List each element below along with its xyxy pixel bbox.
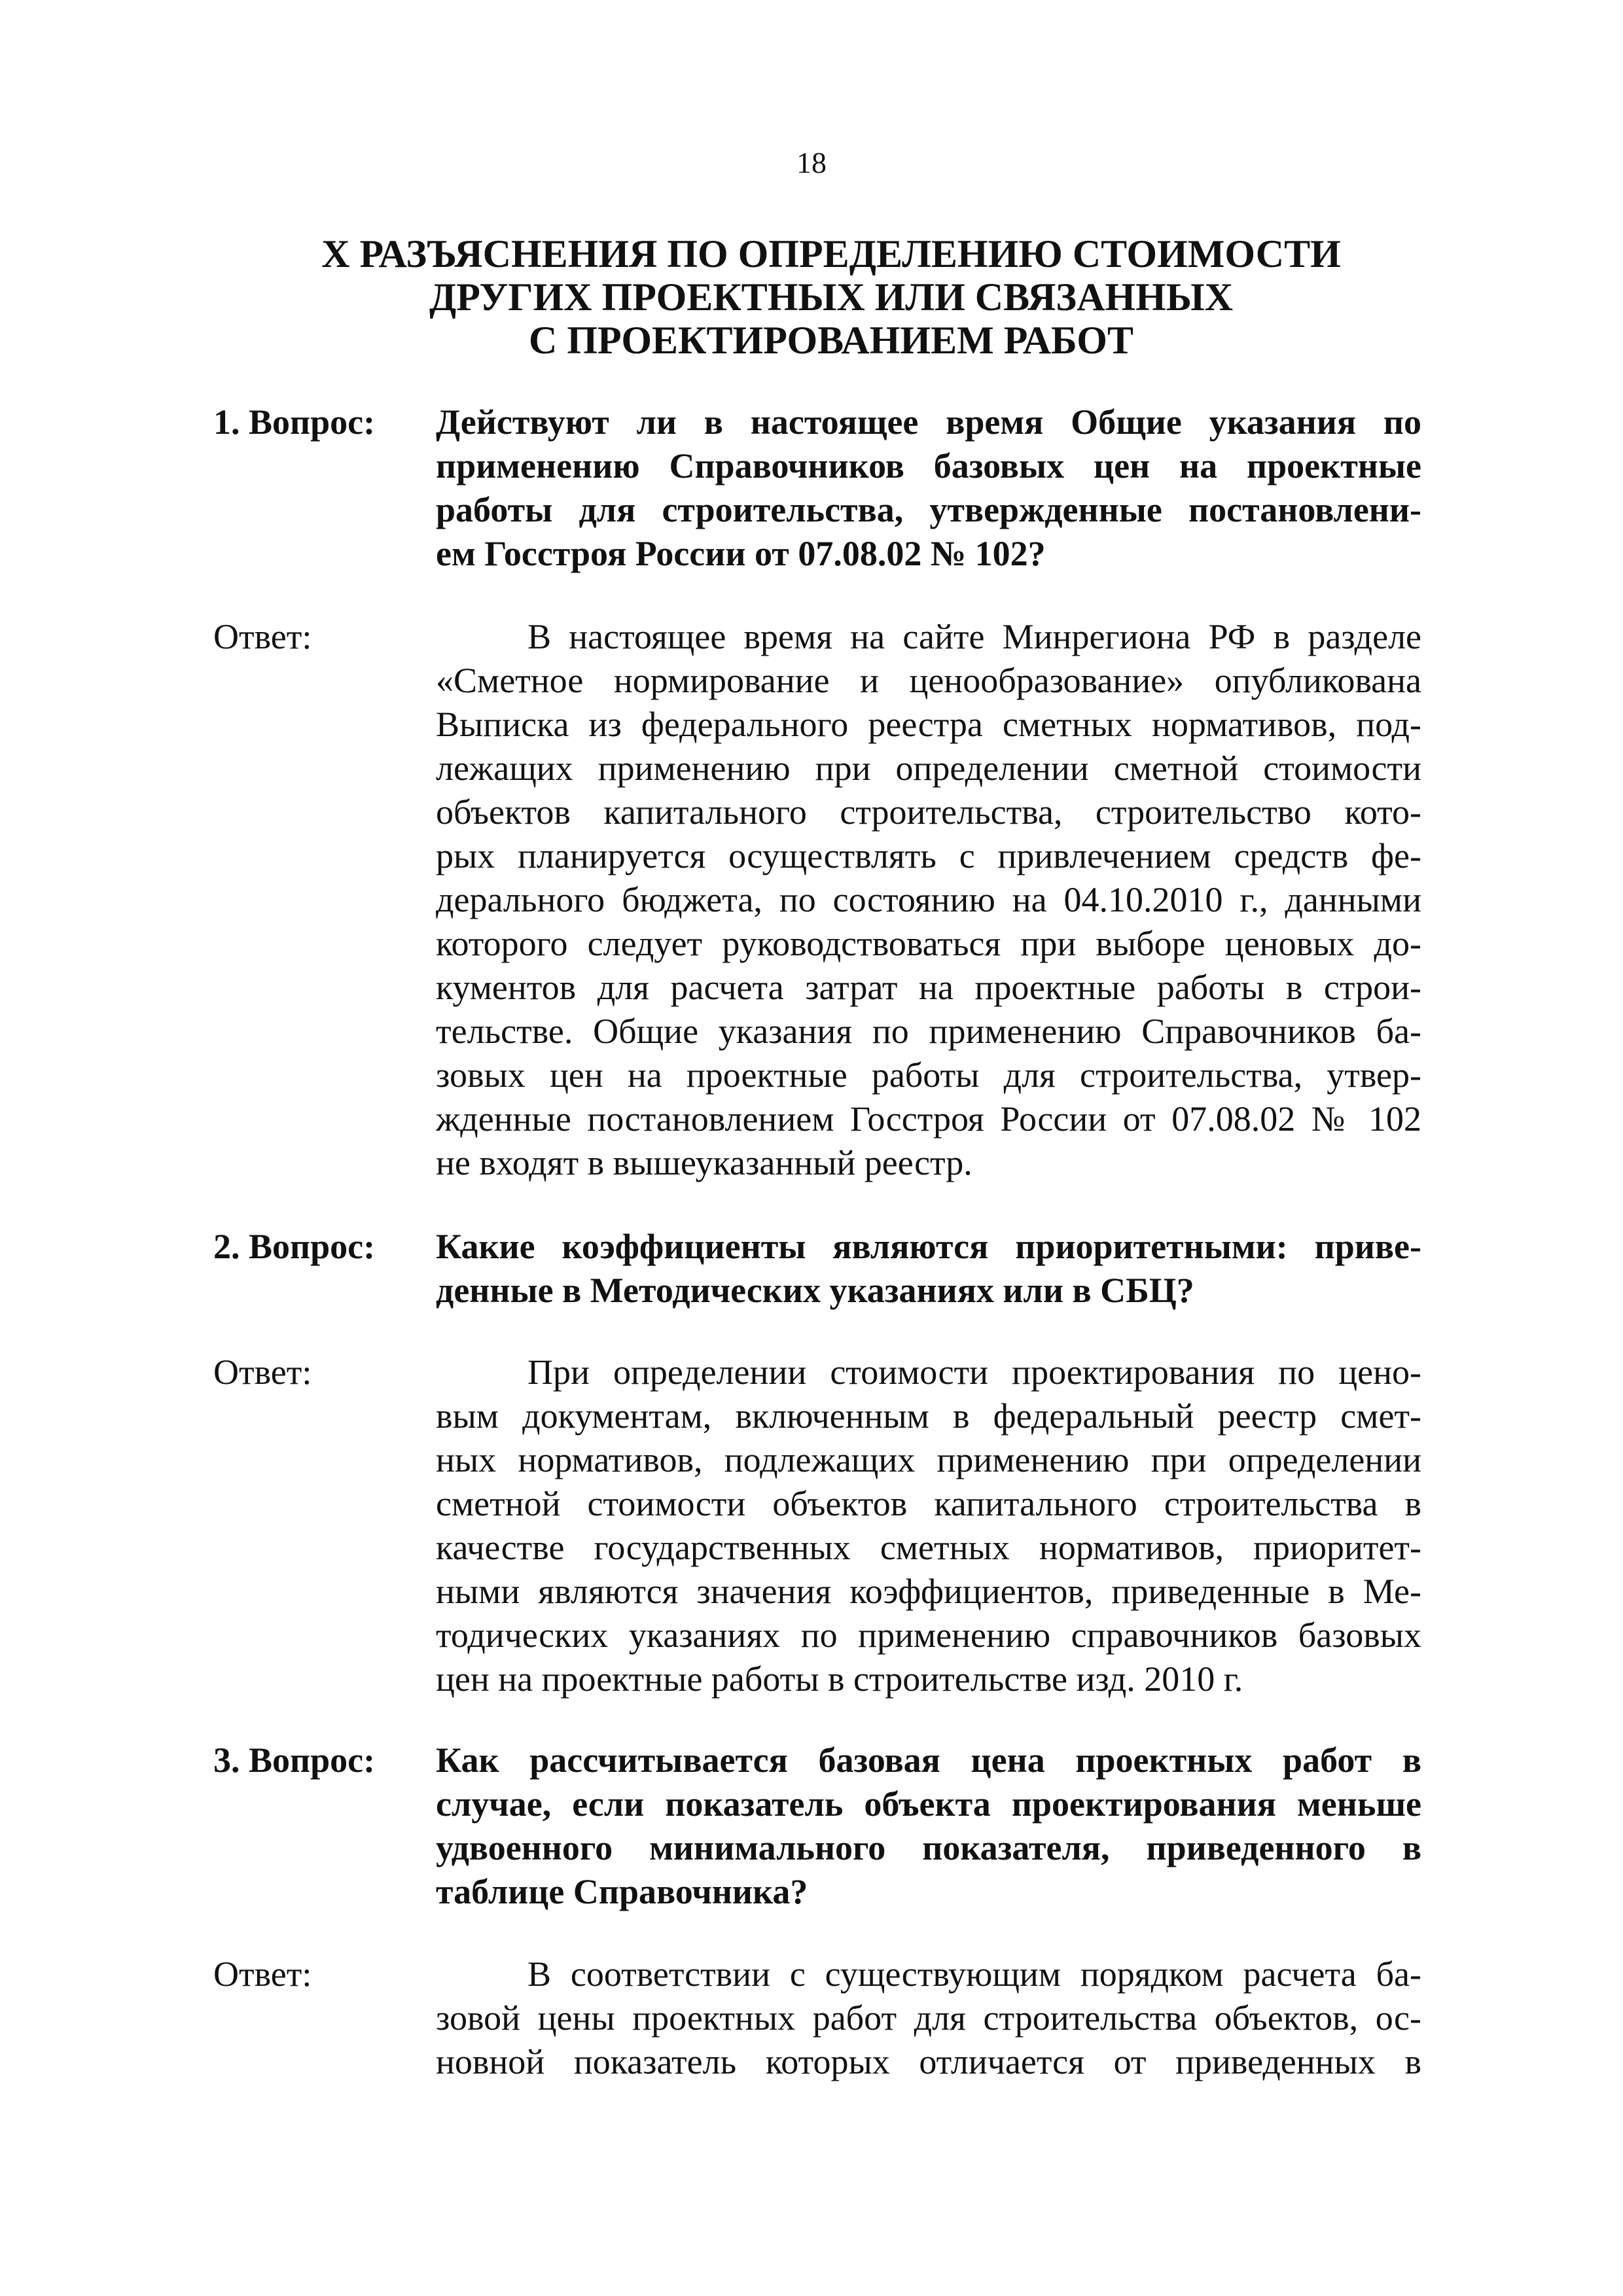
answer-line: не входят в вышеуказанный реестр. bbox=[436, 1143, 972, 1182]
answer-line: рых планируется осуществлять с привлечением средств фе- bbox=[436, 836, 1421, 875]
question-line: применению Справочников базовых цен на проектные bbox=[436, 446, 1421, 486]
answer-line: Выписка из федерального реестра сметных нормативов, под- bbox=[436, 705, 1421, 744]
question-label: 3. Вопрос: bbox=[213, 1740, 376, 1780]
answer-line: лежащих применению при определении сметной стоимости bbox=[436, 749, 1421, 788]
answer-line: ных нормативов, подлежащих применению при определении bbox=[436, 1440, 1421, 1479]
question-line: Как рассчитывается базовая цена проектных работ в bbox=[436, 1740, 1421, 1780]
question-text bbox=[436, 1225, 1421, 1313]
answer-line: жденные постановлением Госстроя России от 07.08.02 № 102 bbox=[436, 1099, 1421, 1139]
answer-line: сметной стоимости объектов капитального строительства в bbox=[436, 1484, 1421, 1523]
question-line: денные в Методических указаниях или в СБЦ? bbox=[436, 1271, 1194, 1310]
answer-label: Ответ: bbox=[213, 1352, 312, 1392]
answer-line: объектов капитального строительства, строительство кото- bbox=[436, 792, 1421, 832]
question-line: Какие коэффициенты являются приоритетными: приве- bbox=[436, 1227, 1421, 1266]
question-label: 1. Вопрос: bbox=[213, 402, 376, 442]
question-line: ем Госстроя России от 07.08.02 № 102? bbox=[436, 534, 1046, 573]
question-text bbox=[436, 400, 1421, 576]
question-line: удвоенного минимального показателя, приведенного в bbox=[436, 1828, 1421, 1867]
answer-line: зовой цены проектных работ для строительства объектов, ос- bbox=[436, 1998, 1421, 2038]
answer-line: кументов для расчета затрат на проектные работы в строи- bbox=[436, 968, 1421, 1007]
answer-line: которого следует руководствоваться при выборе ценовых до- bbox=[436, 924, 1421, 963]
answer-line: качестве государственных сметных нормативов, приоритет- bbox=[436, 1528, 1421, 1567]
question-text bbox=[436, 1739, 1421, 1914]
answer-line: ными являются значения коэффициентов, приведенные в Ме- bbox=[436, 1572, 1421, 1611]
answer-line: вым документам, включенным в федеральный реестр смет- bbox=[436, 1396, 1421, 1436]
question-line: случае, если показатель объекта проектирования меньше bbox=[436, 1784, 1421, 1824]
question-line: Действуют ли в настоящее время Общие указания по bbox=[436, 402, 1421, 442]
answer-line: зовых цен на проектные работы для строительства, утвер- bbox=[436, 1055, 1421, 1095]
answer-line: В настоящее время на сайте Минрегиона РФ в разделе bbox=[527, 617, 1421, 656]
question-line: таблице Справочника? bbox=[436, 1872, 808, 1911]
answer-label: Ответ: bbox=[213, 617, 312, 656]
answer-line: тодических указаниях по применению справочников базовых bbox=[436, 1616, 1421, 1655]
answer-line: дерального бюджета, по состоянию на 04.10.2010 г., данными bbox=[436, 880, 1421, 919]
answer-line: новной показатель которых отличается от приведенных в bbox=[436, 2042, 1421, 2081]
section-heading bbox=[216, 232, 1446, 362]
question-label: 2. Вопрос: bbox=[213, 1227, 376, 1266]
section-heading-line: С ПРОЕКТИРОВАНИЕМ РАБОТ bbox=[529, 319, 1133, 362]
question-line: работы для строительства, утвержденные постановлени- bbox=[436, 490, 1421, 529]
answer-text bbox=[436, 1351, 1421, 1701]
section-heading-line: ДРУГИХ ПРОЕКТНЫХ ИЛИ СВЯЗАННЫХ bbox=[429, 275, 1234, 319]
answer-label: Ответ: bbox=[213, 1954, 312, 1994]
section-heading-line: X РАЗЪЯСНЕНИЯ ПО ОПРЕДЕЛЕНИЮ СТОИМОСТИ bbox=[321, 232, 1341, 275]
answer-line: При определении стоимости проектирования по цено- bbox=[527, 1352, 1421, 1392]
page-number: 18 bbox=[796, 146, 827, 179]
answer-line: В соответствии с существующим порядком расчета ба- bbox=[527, 1954, 1421, 1994]
answer-text bbox=[436, 1952, 1421, 2084]
answer-line: «Сметное нормирование и ценообразование» опубликована bbox=[436, 661, 1421, 700]
answer-line: цен на проектные работы в строительстве изд. 2010 г. bbox=[436, 1659, 1243, 1699]
answer-line: тельстве. Общие указания по применению Справочников ба- bbox=[436, 1012, 1421, 1051]
answer-text bbox=[436, 615, 1421, 1185]
